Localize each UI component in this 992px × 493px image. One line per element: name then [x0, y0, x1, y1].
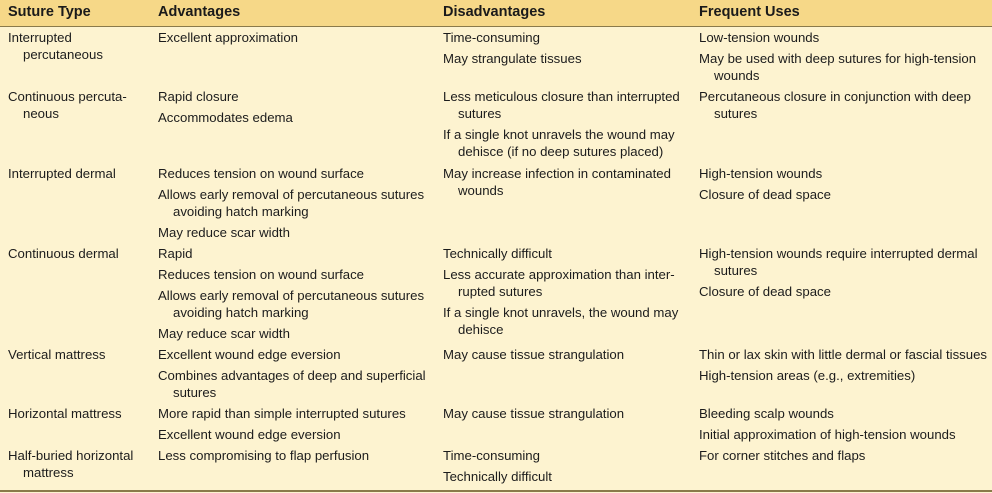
advantages-cell [158, 346, 436, 405]
use-item: High-tension areas (e.g., extremities) [699, 368, 916, 383]
suture-type-cell: Interrupted percutaneous [8, 30, 103, 62]
advantage-item: Excellent wound edge eversion [158, 427, 341, 442]
disadvantage-item: If a single knot unravels the wound may dehisce (if no deep sutures placed) [443, 127, 675, 159]
disadvantage-item: Less accurate approximation than inter-rupted sutures [443, 267, 675, 299]
disadvantage-item: May cause tissue strangulation [443, 347, 625, 362]
advantages-cell [158, 447, 436, 468]
use-item: Closure of dead space [699, 187, 831, 202]
use-item: High-tension wounds [699, 166, 823, 181]
advantage-item: Reduces tension on wound surface [158, 166, 365, 181]
use-item: For corner stitches and flaps [699, 448, 866, 463]
header-disadvantages: Disadvantages [443, 4, 546, 20]
advantages-cell [158, 29, 436, 50]
disadvantage-item: Time-consuming [443, 448, 540, 463]
suture-type-cell: Vertical mattress [8, 347, 106, 362]
advantage-item: Allows early removal of percutaneous sutures avoiding hatch marking [158, 187, 425, 219]
use-item: Initial approximation of high-tension wounds [699, 427, 956, 442]
use-item: Low-tension wounds [699, 30, 820, 45]
advantage-item: Combines advantages of deep and superficial sutures [158, 368, 426, 400]
use-item: Thin or lax skin with little dermal or fascial tissues [699, 347, 988, 362]
disadvantage-item: If a single knot unravels, the wound may dehisce [443, 305, 679, 337]
use-item: May be used with deep sutures for high-tension wounds [699, 51, 977, 83]
disadvantages-cell [443, 29, 693, 71]
advantage-item: May reduce scar width [158, 225, 290, 240]
advantage-item: Less compromising to flap perfusion [158, 448, 370, 463]
advantages-cell [158, 405, 436, 447]
uses-cell [699, 88, 989, 126]
advantages-cell [158, 165, 436, 245]
table-bottom-border [0, 490, 992, 492]
advantages-cell [158, 88, 436, 130]
uses-cell [699, 405, 989, 447]
disadvantage-item: May strangulate tissues [443, 51, 582, 66]
advantage-item: Rapid closure [158, 89, 239, 104]
suture-type-cell: Continuous dermal [8, 246, 119, 261]
suture-type-cell: Interrupted dermal [8, 166, 116, 181]
disadvantage-item: May increase infection in contaminated wounds [443, 166, 671, 198]
disadvantages-cell [443, 245, 693, 342]
advantage-item: Allows early removal of percutaneous sutures avoiding hatch marking [158, 288, 425, 320]
disadvantage-item: Time-consuming [443, 30, 540, 45]
uses-cell [699, 245, 989, 304]
advantage-item: More rapid than simple interrupted sutures [158, 406, 406, 421]
disadvantage-item: Technically difficult [443, 246, 552, 261]
advantage-item: Accommodates edema [158, 110, 293, 125]
suture-type-cell: Horizontal mattress [8, 406, 122, 421]
header-suture-type: Suture Type [8, 4, 91, 20]
suture-type-cell: Continuous percuta-neous [8, 89, 127, 121]
disadvantages-cell [443, 346, 693, 367]
advantage-item: Reduces tension on wound surface [158, 267, 365, 282]
use-item: Closure of dead space [699, 284, 831, 299]
disadvantage-item: Less meticulous closure than interrupted sutures [443, 89, 680, 121]
disadvantages-cell [443, 88, 693, 164]
uses-cell [699, 346, 989, 388]
advantage-item: May reduce scar width [158, 326, 290, 341]
advantages-cell [158, 245, 436, 346]
disadvantage-item: Technically difficult [443, 469, 552, 484]
uses-cell [699, 165, 989, 207]
use-item: Percutaneous closure in conjunction with deep sutures [699, 89, 971, 121]
header-frequent-uses: Frequent Uses [699, 4, 800, 20]
use-item: High-tension wounds require interrupted dermal sutures [699, 246, 978, 278]
table-header [0, 0, 992, 27]
disadvantage-item: May cause tissue strangulation [443, 406, 625, 421]
disadvantages-cell [443, 447, 693, 489]
advantage-item: Rapid [158, 246, 193, 261]
disadvantages-cell [443, 165, 693, 203]
advantage-item: Excellent wound edge eversion [158, 347, 341, 362]
header-advantages: Advantages [158, 4, 241, 20]
uses-cell [699, 29, 989, 88]
uses-cell [699, 447, 989, 468]
advantage-item: Excellent approximation [158, 30, 299, 45]
disadvantages-cell [443, 405, 693, 426]
suture-type-cell: Half-buried horizontal mattress [8, 448, 134, 480]
use-item: Bleeding scalp wounds [699, 406, 834, 421]
